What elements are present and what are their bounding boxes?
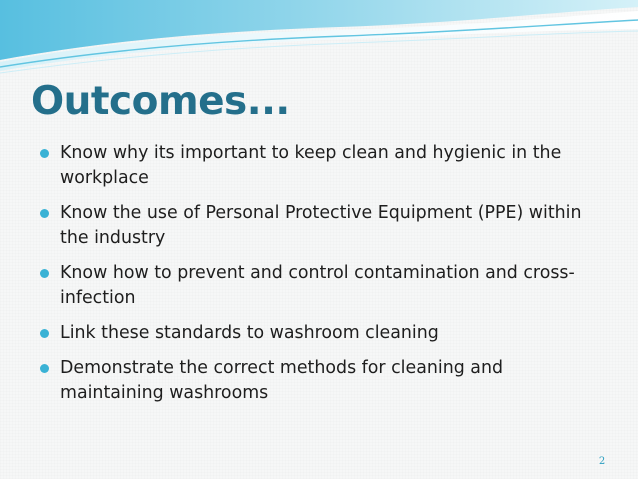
bullet-item [38,321,608,346]
bullet-text: Know the use of Personal Protective Equipment (PPE) within the industry [60,203,582,248]
bullet-list [38,141,608,416]
bullet-text: Know why its important to keep clean and hygienic in the workplace [60,143,562,188]
bullet-item [38,356,608,406]
bullet-text: Know how to prevent and control contamination and cross-infection [60,263,575,308]
bullet-icon [40,209,49,218]
bullet-text: Demonstrate the correct methods for cleaning and maintaining washrooms [60,358,504,403]
bullet-text: Link these standards to washroom cleaning [60,323,439,343]
slide-title: Outcomes... [31,79,290,124]
bullet-item [38,261,608,311]
bullet-icon [40,269,49,278]
bullet-item [38,201,608,251]
bullet-item [38,141,608,191]
bullet-icon [40,329,49,338]
bullet-icon [40,364,49,373]
slide-page-number: 2 [598,456,606,467]
bullet-icon [40,149,49,158]
wave-header-decoration [0,0,638,80]
